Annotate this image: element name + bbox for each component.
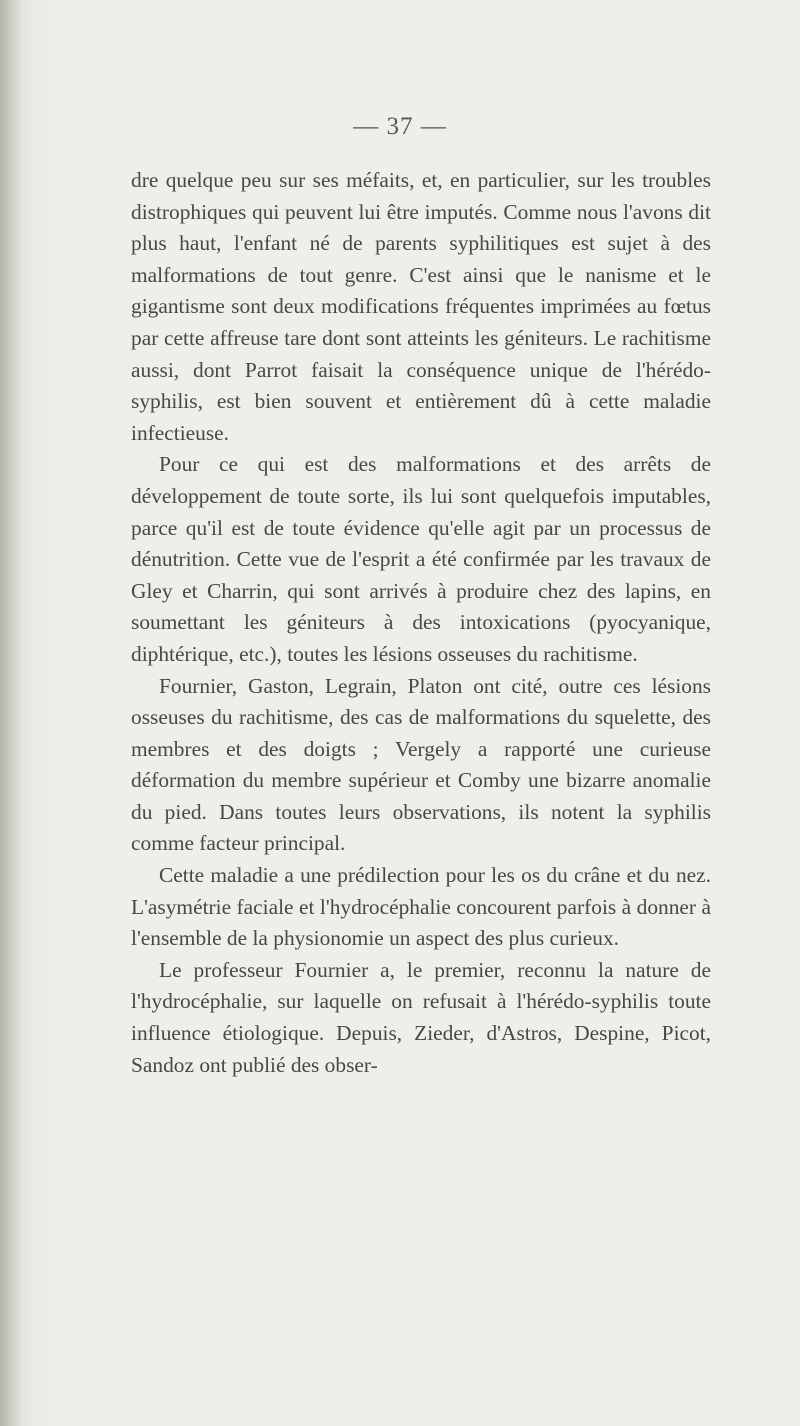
paragraph-5: Le professeur Fournier a, le premier, reconnu la nature de l'hydrocéphalie, sur laquelle on refusait à l'hérédo-syphilis toute influence étiologique. Depuis, Zieder, d'Astros, Despine, Picot, Sandoz ont publié des obser-: [131, 957, 711, 1077]
paragraph-3: Fournier, Gaston, Legrain, Platon ont cité, outre ces lésions osseuses du rachitisme, des cas de malformations du squelette, des membres et des doigts ; Vergely a rapporté une curieuse déformation du membre supérieur et Comby une bizarre anomalie du pied. Dans toutes leurs observations, ils notent la syphilis comme facteur principal.: [131, 673, 711, 856]
paragraph-4: Cette maladie a une prédilection pour les os du crâne et du nez. L'asymétrie faciale et l'hydrocéphalie concourent parfois à donner à l'ensemble de la physionomie un aspect des plus curieux.: [131, 863, 711, 951]
paragraph-2: Pour ce qui est des malformations et des arrêts de développement de toute sorte, ils lui sont quelquefois imputables, parce qu'il est de toute évidence qu'elle agit par un processus de dénutrition. Cette vue de l'esprit a été confirmée par les travaux de Gley et Charrin, qui sont arrivés à produire chez des lapins, en soumettant les géniteurs à des intoxications (pyocyanique, diphtérique, etc.), toutes les lésions osseuses du rachitisme.: [131, 452, 711, 666]
page-number: — 37 —: [353, 113, 447, 140]
body-text: [131, 165, 711, 1081]
page-edge-shadow: [0, 0, 22, 1426]
paragraph-1: dre quelque peu sur ses méfaits, et, en particulier, sur les troubles distrophiques qui peuvent lui être imputés. Comme nous l'avons dit plus haut, l'enfant né de parents syphilitiques est sujet à des malformations de tout genre. C'est ainsi que le nanisme et le gigantisme sont deux modifications fréquentes imprimées au fœtus par cette affreuse tare dont sont atteints les géniteurs. Le rachitisme aussi, dont Parrot faisait la conséquence unique de l'hérédo-syphilis, est bien souvent et entièrement dû à cette maladie infectieuse.: [131, 168, 711, 445]
